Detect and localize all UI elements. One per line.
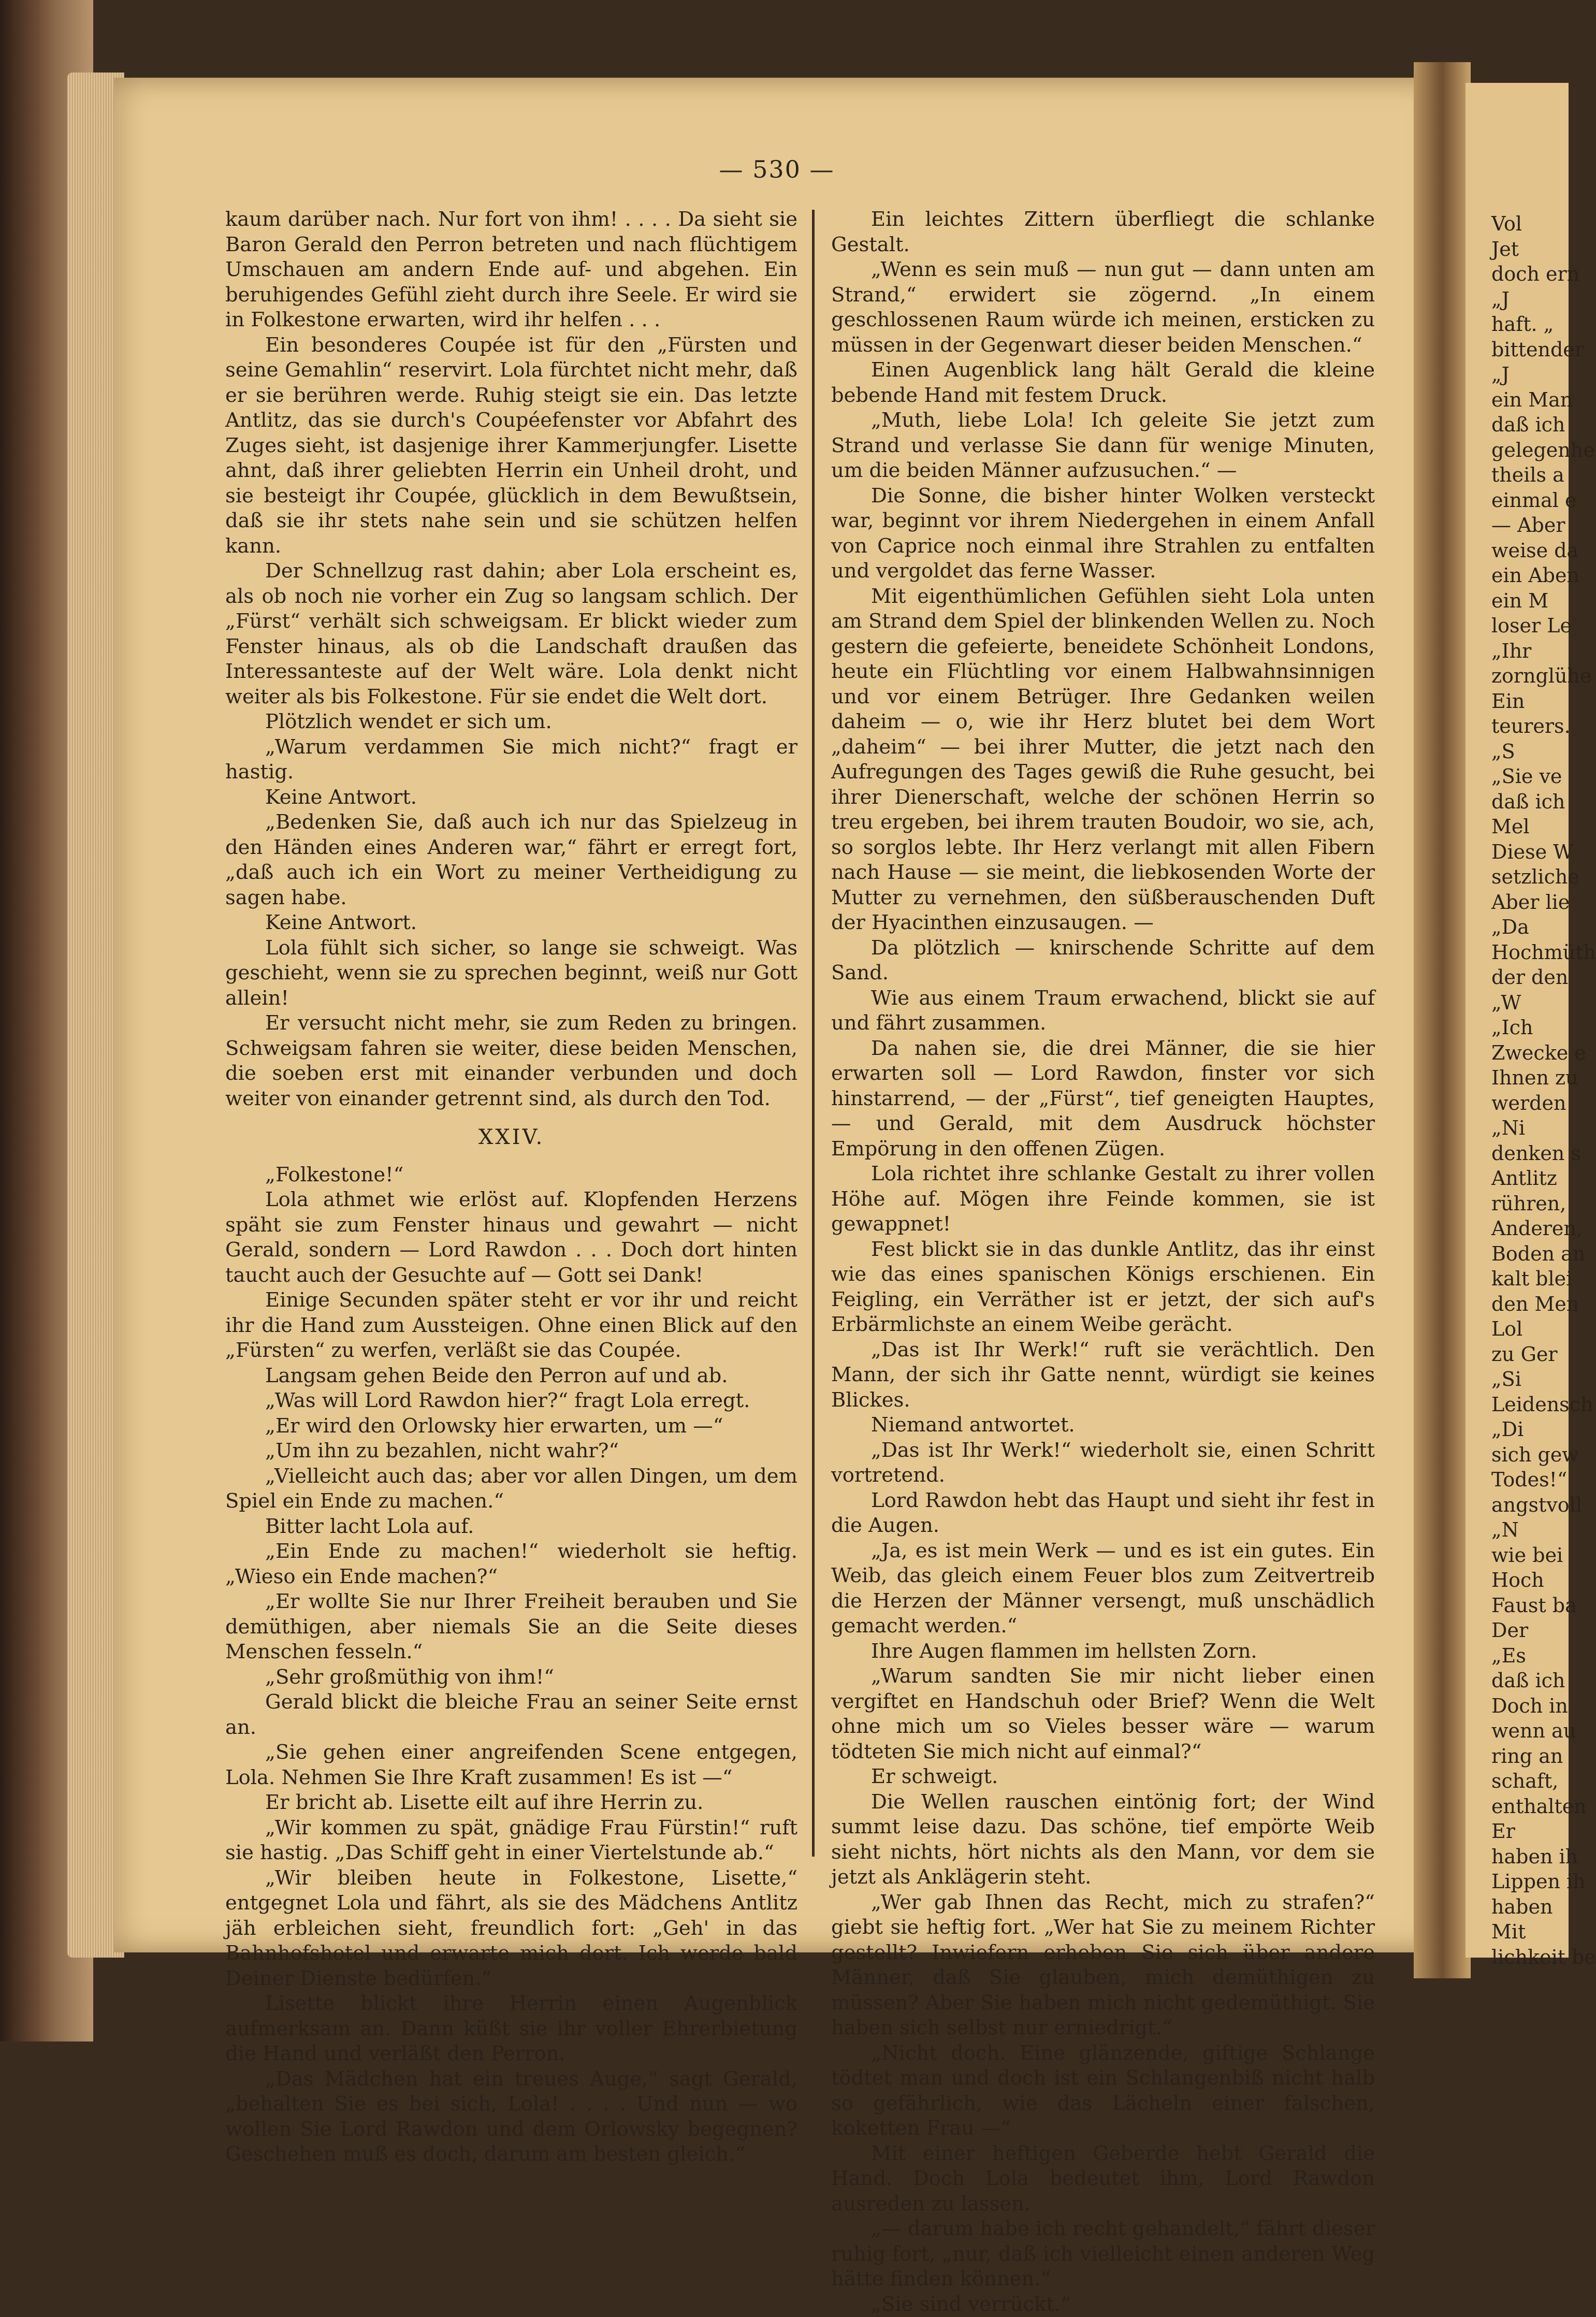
right-page-fragment: haft. „ bbox=[1491, 313, 1554, 336]
right-page-fragment: Lol bbox=[1491, 1317, 1522, 1340]
right-page-fragment: Mit bbox=[1491, 1920, 1526, 1943]
right-page-fragment: gelegenhe bbox=[1491, 439, 1595, 461]
paragraph: „Wenn es sein muß — nun gut — dann unten am Strand,“ erwidert sie zögernd. „In einem geschlossenen Raum würde ich meinen, ersticken zu müssen in der Gegenwart dieser beiden Menschen.“ bbox=[831, 257, 1375, 358]
paragraph: Ein leichtes Zittern überfliegt die schlanke Gestalt. bbox=[831, 207, 1375, 257]
paragraph: Ihre Augen flammen im hellsten Zorn. bbox=[831, 1639, 1375, 1664]
right-page-fragment: werden bbox=[1491, 1092, 1566, 1114]
right-page-fragment: Leidensch bbox=[1491, 1393, 1593, 1416]
right-page-fragment: weise da bbox=[1491, 539, 1578, 562]
paragraph: Die Wellen rauschen eintönig fort; der Wind summt leise dazu. Das schöne, tief empörte Weib sieht nichts, hört nichts als den Mann, vor dem sie jetzt als Anklägerin steht. bbox=[831, 1790, 1375, 1890]
paragraph: Fest blickt sie in das dunkle Antlitz, das ihr einst wie das eines spanischen Königs erschienen. Ein Feigling, ein Verräther ist er jetzt, der sich auf's Erbärmlichste an einem Weibe gerächt. bbox=[831, 1237, 1375, 1338]
left-text-column bbox=[225, 207, 797, 2167]
paragraph: Lola athmet wie erlöst auf. Klopfenden Herzens späht sie zum Fenster hinaus und gewahrt — nicht Gerald, sondern — Lord Rawdon . . . Doch dort hinten taucht auch der Gesuchte auf — Gott sei Dank! bbox=[225, 1188, 797, 1288]
chapter-heading: XXIV. bbox=[225, 1125, 797, 1150]
paragraph: Da plötzlich — knirschende Schritte auf dem Sand. bbox=[831, 936, 1375, 986]
right-page-fragment: — Aber bbox=[1491, 514, 1565, 537]
paragraph: „Das ist Ihr Werk!“ ruft sie verächtlich. Den Mann, der sich ihr Gatte nennt, würdigt sie keines Blickes. bbox=[831, 1338, 1375, 1413]
paragraph: „Sie gehen einer angreifenden Scene entgegen, Lola. Nehmen Sie Ihre Kraft zusammen! Es ist —“ bbox=[225, 1740, 797, 1790]
paragraph: Einen Augenblick lang hält Gerald die kleine bebende Hand mit festem Druck. bbox=[831, 358, 1375, 408]
right-page-fragment: den Men bbox=[1491, 1293, 1579, 1315]
right-page-fragment: wie bei bbox=[1491, 1544, 1563, 1567]
paragraph: Die Sonne, die bisher hinter Wolken versteckt war, beginnt vor ihrem Niedergehen in einem Anfall von Caprice noch einmal ihre Strahlen zu entfalten und vergoldet das ferne Wasser. bbox=[831, 484, 1375, 584]
right-page-fragment: wenn au bbox=[1491, 1719, 1576, 1742]
paragraph: Er schweigt. bbox=[831, 1764, 1375, 1790]
paragraph: „Er wollte Sie nur Ihrer Freiheit berauben und Sie demüthigen, aber niemals Sie an die Seite dieses Menschen fesseln.“ bbox=[225, 1589, 797, 1665]
paragraph: Niemand antwortet. bbox=[831, 1413, 1375, 1438]
right-page-fragment: Diese W bbox=[1491, 841, 1573, 863]
book-gutter bbox=[1414, 62, 1471, 1978]
left-paragraphs-before bbox=[225, 207, 797, 1111]
right-page-fragment: lichkeit be bbox=[1491, 1946, 1596, 1968]
paragraph: „— darum habe ich recht gehandelt,“ fährt dieser ruhig fort, „nur, daß ich vielleicht einen anderen Weg hätte finden können.“ bbox=[831, 2217, 1375, 2292]
right-page-fragment: „Sie ve bbox=[1491, 765, 1562, 788]
right-page-fragment: doch ern bbox=[1491, 263, 1579, 285]
right-page-fragment: „Da bbox=[1491, 916, 1529, 938]
paragraph: Lola fühlt sich sicher, so lange sie schweigt. Was geschieht, wenn sie zu sprechen beginnt, weiß nur Gott allein! bbox=[225, 936, 797, 1011]
right-page-fragment: „Si bbox=[1491, 1368, 1521, 1391]
right-page-fragment: Faust ba bbox=[1491, 1594, 1577, 1617]
right-page-fragment: haben bbox=[1491, 1895, 1553, 1918]
right-text-column bbox=[831, 207, 1375, 2317]
right-page-fragment: bittender bbox=[1491, 338, 1584, 361]
right-page-fragment: „Ni bbox=[1491, 1117, 1525, 1139]
right-page-fragment: Anderen, bbox=[1491, 1217, 1583, 1240]
right-page-fragment: denken s bbox=[1491, 1142, 1581, 1165]
right-page-fragment: theils a bbox=[1491, 464, 1564, 486]
paragraph: Langsam gehen Beide den Perron auf und ab. bbox=[225, 1364, 797, 1389]
paragraph: „Wir bleiben heute in Folkestone, Lisette,“ entgegnet Lola und fährt, als sie des Mädchens Antlitz jäh erbleichen sieht, freundlich fort: „Geh' in das Bahnhofshotel und erwarte mich dort. Ich werde bald Deiner Dienste bedürfen.“ bbox=[225, 1866, 797, 1992]
paragraph: Er versucht nicht mehr, sie zum Reden zu bringen. Schweigsam fahren sie weiter, diese beiden Menschen, die soeben erst mit einander verbunden und doch weiter von einander getrennt sind, als durch den Tod. bbox=[225, 1011, 797, 1111]
paragraph: „Nicht doch. Eine glänzende, giftige Schlange tödtet man und doch ist ein Schlangenbiß nicht halb so gefährlich, wie das Lächeln einer falschen, koketten Frau —“ bbox=[831, 2041, 1375, 2141]
right-page-fragment: daß ich bbox=[1491, 413, 1565, 436]
paragraph: Bitter lacht Lola auf. bbox=[225, 1514, 797, 1540]
right-paragraphs bbox=[831, 207, 1375, 2317]
right-page-fragment: Ihnen zu bbox=[1491, 1066, 1578, 1089]
right-page-fragment: daß ich bbox=[1491, 790, 1565, 813]
column-divider bbox=[812, 210, 815, 1857]
paragraph: Wie aus einem Traum erwachend, blickt sie auf und fährt zusammen. bbox=[831, 986, 1375, 1036]
right-page-fragment: kalt blei bbox=[1491, 1267, 1572, 1290]
paragraph: kaum darüber nach. Nur fort von ihm! . . . . Da sieht sie Baron Gerald den Perron betreten und nach flüchtigem Umschauen am andern Ende auf- und abgehen. Ein beruhigendes Gefühl zieht durch ihre Seele. Er wird sie in Folkestone erwarten, wird ihr helfen . . . bbox=[225, 207, 797, 333]
right-page-fragment: Mel bbox=[1491, 815, 1530, 838]
paragraph: Einige Secunden später steht er vor ihr und reicht ihr die Hand zum Aussteigen. Ohne einen Blick auf den „Fürsten“ zu werfen, verläßt sie das Coupée. bbox=[225, 1288, 797, 1364]
right-page-fragment: ein Man bbox=[1491, 388, 1573, 411]
right-page-fragment: Ein bbox=[1491, 690, 1525, 713]
right-page-fragment: angstvoll bbox=[1491, 1494, 1582, 1516]
paragraph: Lisette blickt ihre Herrin einen Augenblick aufmerksam an. Dann küßt sie ihr voller Ehrerbietung die Hand und verläßt den Perron. bbox=[225, 1991, 797, 2067]
paragraph: „Das Mädchen hat ein treues Auge,“ sagt Gerald, „behalten Sie es bei sich, Lola! . . . . Und nun — wo wollen Sie Lord Rawdon und dem Orlowsky begegnen? Geschehen muß es doch, darum am besten gleich.“ bbox=[225, 2067, 797, 2167]
paragraph: „Muth, liebe Lola! Ich geleite Sie jetzt zum Strand und verlasse Sie dann für wenige Minuten, um die beiden Männer aufzusuchen.“ — bbox=[831, 408, 1375, 484]
right-page-fragment: Zwecke e bbox=[1491, 1041, 1586, 1064]
paragraph: „Sie sind verrückt.“ bbox=[831, 2292, 1375, 2317]
paragraph: Er bricht ab. Lisette eilt auf ihre Herrin zu. bbox=[225, 1790, 797, 1816]
right-page-fragment: „S bbox=[1491, 740, 1515, 763]
right-page-fragment: daß ich bbox=[1491, 1669, 1565, 1692]
right-page-fragment: zornglühe bbox=[1491, 664, 1591, 687]
paragraph: „Wer gab Ihnen das Recht, mich zu strafen?“ giebt sie heftig fort. „Wer hat Sie zu meinem Richter gestellt? Inwiefern erheben Sie sich über andere Männer, daß Sie glauben, mich demüthigen zu müssen? Aber Sie haben mich nicht gedemüthigt. Sie haben sich selbst nur erniedrigt.“ bbox=[831, 1890, 1375, 2041]
paragraph: Keine Antwort. bbox=[225, 910, 797, 936]
right-page-fragment: Aber lie bbox=[1491, 891, 1570, 914]
right-page-fragment: „Ihr bbox=[1491, 640, 1531, 662]
right-page-fragment: Todes!“ bbox=[1491, 1468, 1567, 1491]
paragraph: „Sehr großmüthig von ihm!“ bbox=[225, 1665, 797, 1690]
paragraph: „Das ist Ihr Werk!“ wiederholt sie, einen Schritt vortretend. bbox=[831, 1438, 1375, 1488]
right-page-fragment: Antlitz bbox=[1491, 1167, 1557, 1190]
right-page bbox=[1466, 83, 1569, 1958]
paragraph: Mit einer heftigen Geberde hebt Gerald die Hand. Doch Lola bedeutet ihm, Lord Rawdon ausreden zu lassen. bbox=[831, 2141, 1375, 2217]
right-page-fragment: „J bbox=[1491, 288, 1510, 311]
right-page-fragment: sich gew bbox=[1491, 1443, 1579, 1466]
right-page-fragment: ring an bbox=[1491, 1745, 1563, 1768]
right-page-fragment: zu Ger bbox=[1491, 1343, 1558, 1366]
left-paragraphs-after bbox=[225, 1163, 797, 2167]
right-page-fragment: Lippen ih bbox=[1491, 1870, 1586, 1893]
right-page-fragment: „N bbox=[1491, 1518, 1519, 1541]
paragraph: Lord Rawdon hebt das Haupt und sieht ihr fest in die Augen. bbox=[831, 1488, 1375, 1539]
right-page-fragment: Er bbox=[1491, 1820, 1515, 1843]
right-page-fragment: ein Aben bbox=[1491, 564, 1579, 587]
right-page-fragment: Vol bbox=[1491, 212, 1522, 235]
paragraph: Plötzlich wendet er sich um. bbox=[225, 709, 797, 735]
right-page-fragment: setzliche bbox=[1491, 865, 1579, 888]
paragraph: Ein besonderes Coupée ist für den „Fürsten und seine Gemahlin“ reservirt. Lola fürchtet nicht mehr, daß er sie berühren werde. Ruhig steigt sie ein. Das letzte Antlitz, das sie durch's Coupéefenster vor Abfahrt des Zuges sieht, ist dasjenige ihrer Kammerjungfer. Lisette ahnt, daß ihrer geliebten Herrin ein Unheil droht, und sie besteigt ihr Coupée, glücklich in dem Bewußtsein, daß sie ihr stets nahe sein und sie schützen helfen kann. bbox=[225, 333, 797, 559]
right-page-fragment: „Es bbox=[1491, 1644, 1526, 1667]
paragraph: „Folkestone!“ bbox=[225, 1163, 797, 1188]
right-page-fragment: einmal e bbox=[1491, 489, 1577, 512]
paragraph: „Bedenken Sie, daß auch ich nur das Spielzeug in den Händen eines Anderen war,“ fährt er erregt fort, „daß auch ich ein Wort zu meiner Vertheidigung zu sagen habe. bbox=[225, 810, 797, 910]
right-page-fragment: Doch in bbox=[1491, 1695, 1568, 1717]
right-page-fragment: ein M bbox=[1491, 589, 1548, 612]
paragraph: „Er wird den Orlowsky hier erwarten, um —“ bbox=[225, 1414, 797, 1439]
page-number: — 530 — bbox=[668, 155, 886, 183]
right-page-fragment: „J bbox=[1491, 363, 1510, 386]
right-page-fragment: teurers. bbox=[1491, 715, 1571, 737]
paragraph: „Ein Ende zu machen!“ wiederholt sie heftig. „Wieso ein Ende machen?“ bbox=[225, 1539, 797, 1589]
paragraph: „Wir kommen zu spät, gnädige Frau Fürstin!“ ruft sie hastig. „Das Schiff geht in einer Viertelstunde ab.“ bbox=[225, 1816, 797, 1866]
paragraph: Der Schnellzug rast dahin; aber Lola erscheint es, als ob noch nie vorher ein Zug so langsam schlich. Der „Fürst“ verhält sich schweigsam. Er blickt wieder zum Fenster hinaus, als ob die Landschaft draußen das Interessanteste auf der Welt wäre. Lola denkt nicht weiter als bis Folkestone. Für sie endet die Welt dort. bbox=[225, 559, 797, 709]
right-page-fragment: Jet bbox=[1491, 238, 1519, 260]
paragraph: Keine Antwort. bbox=[225, 785, 797, 810]
right-page-fragment: rühren, bbox=[1491, 1192, 1566, 1215]
right-page-fragment: loser Le bbox=[1491, 614, 1572, 637]
right-page-fragment: der den bbox=[1491, 966, 1568, 989]
paragraph: Da nahen sie, die drei Männer, die sie hier erwarten soll — Lord Rawdon, finster vor sich hinstarrend, — der „Fürst“, tief geneigten Hauptes, — und Gerald, mit dem Ausdruck höchster Empörung in den offenen Zügen. bbox=[831, 1036, 1375, 1162]
right-page-fragment: Boden an bbox=[1491, 1242, 1585, 1265]
right-page-fragment: enthalten bbox=[1491, 1795, 1587, 1818]
paragraph: Lola richtet ihre schlanke Gestalt zu ihrer vollen Höhe auf. Mögen ihre Feinde kommen, sie ist gewappnet! bbox=[831, 1162, 1375, 1237]
paragraph: „Um ihn zu bezahlen, nicht wahr?“ bbox=[225, 1439, 797, 1464]
right-page-fragment: haben ih bbox=[1491, 1845, 1578, 1868]
paragraph: Mit eigenthümlichen Gefühlen sieht Lola unten am Strand dem Spiel der blinkenden Wellen zu. Noch gestern die gefeierte, beneidete Schönheit Londons, heute ein Flüchtling vor einem Halbwahnsinnigen und vor einem Betrüger. Ihre Gedanken weilen daheim — o, wie ihr Herz blutet bei dem Wort „daheim“ — bei ihrer Mutter, die jetzt nach den Aufregungen des Tages gewiß die Ruhe gesucht, bei ihrer Dienerschaft, welche der schönen Herrin so treu ergeben, bei ihrem trauten Boudoir, wo sie, ach, so sorglos lebte. Ihr Herz verlangt mit allen Fibern nach Hause — sie meint, die liebkosenden Worte der Mutter zu vernehmen, den süßberauschenden Duft der Hyacinthen einzusaugen. — bbox=[831, 584, 1375, 936]
paragraph: „Was will Lord Rawdon hier?“ fragt Lola erregt. bbox=[225, 1388, 797, 1414]
right-page-fragment: schaft, bbox=[1491, 1770, 1558, 1792]
paragraph: „Warum sandten Sie mir nicht lieber einen vergiftet en Handschuh oder Brief? Wenn die Welt ohne mich um so Vieles besser wäre — warum tödteten Sie mich nicht auf einmal?“ bbox=[831, 1664, 1375, 1764]
right-page-fragment: „W bbox=[1491, 991, 1521, 1014]
right-page-fragment: Hochmüth bbox=[1491, 941, 1596, 964]
right-page-fragment: „Ich bbox=[1491, 1016, 1533, 1039]
paragraph: Gerald blickt die bleiche Frau an seiner Seite ernst an. bbox=[225, 1690, 797, 1740]
paragraph: „Vielleicht auch das; aber vor allen Dingen, um dem Spiel ein Ende zu machen.“ bbox=[225, 1464, 797, 1514]
paragraph: „Warum verdammen Sie mich nicht?“ fragt er hastig. bbox=[225, 735, 797, 785]
right-page-fragment: „Di bbox=[1491, 1418, 1524, 1441]
right-page-fragment: Der bbox=[1491, 1619, 1528, 1642]
right-page-fragment: Hoch bbox=[1491, 1569, 1544, 1591]
paragraph: „Ja, es ist mein Werk — und es ist ein gutes. Ein Weib, das gleich einem Feuer blos zum Zeitvertreib die Herzen der Männer versengt, muß unschädlich gemacht werden.“ bbox=[831, 1539, 1375, 1639]
